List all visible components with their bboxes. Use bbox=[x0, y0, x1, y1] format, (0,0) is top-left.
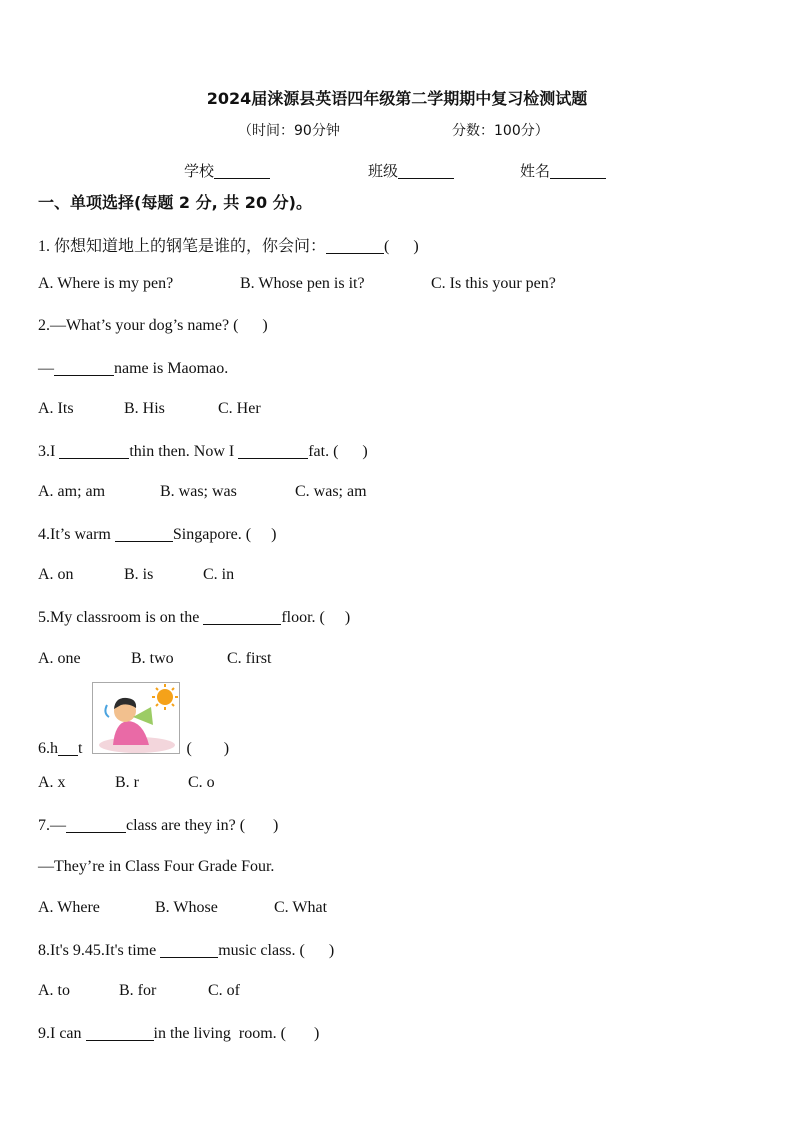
q5-option-b: B. two bbox=[131, 650, 174, 667]
q7-option-c: C. What bbox=[274, 899, 328, 916]
question-2: 2.—What’s your dog’s name? ( ) bbox=[38, 317, 268, 334]
q4-option-a: A. on bbox=[38, 566, 74, 583]
q3-option-a: A. am; am bbox=[38, 483, 106, 500]
question-6 bbox=[38, 739, 229, 758]
q5-option-c: C. first bbox=[227, 650, 272, 667]
q6-option-c: C. o bbox=[188, 774, 215, 791]
q1-options bbox=[38, 275, 556, 293]
q3-stem-a: 3.I bbox=[38, 443, 60, 460]
q7-options bbox=[38, 899, 327, 917]
q3-option-b: B. was; was bbox=[160, 483, 237, 500]
q7-option-b: B. Whose bbox=[155, 899, 218, 916]
q6-option-a: A. x bbox=[38, 774, 66, 791]
q3-stem-c: fat. ( ) bbox=[308, 443, 368, 460]
exam-time: （时间：90分钟 bbox=[238, 123, 340, 139]
question-9 bbox=[38, 1024, 319, 1043]
question-5 bbox=[38, 608, 350, 627]
q7-stem-a: 7.— bbox=[38, 817, 66, 834]
q3-option-c: C. was; am bbox=[295, 483, 367, 500]
q6-paren: ( ) bbox=[186, 740, 230, 757]
question-3 bbox=[38, 442, 368, 461]
q2-rest: name is Maomao. bbox=[114, 360, 229, 377]
q8-option-a: A. to bbox=[38, 982, 70, 999]
school-field bbox=[184, 160, 270, 181]
name-field bbox=[520, 160, 606, 181]
question-1 bbox=[38, 233, 419, 256]
q2-options bbox=[38, 400, 261, 418]
q1-option-a: A. Where is my pen? bbox=[38, 275, 174, 292]
q2-option-b: B. His bbox=[124, 400, 165, 417]
exam-score: 分数：100分） bbox=[452, 123, 549, 139]
q5-options bbox=[38, 650, 271, 668]
q7-stem-b: class are they in? ( ) bbox=[126, 817, 279, 834]
q2-option-a: A. Its bbox=[38, 400, 74, 417]
q4-option-b: B. is bbox=[124, 566, 154, 583]
question-4 bbox=[38, 525, 276, 544]
q4-option-c: C. in bbox=[203, 566, 235, 583]
class-field bbox=[368, 160, 454, 181]
q8-options bbox=[38, 982, 240, 1000]
question-8 bbox=[38, 941, 334, 960]
q5-option-a: A. one bbox=[38, 650, 81, 667]
name-label: 姓名 bbox=[520, 162, 551, 180]
q1-option-c: C. Is this your pen? bbox=[431, 275, 556, 292]
q8-option-c: C. of bbox=[208, 982, 240, 999]
q3-stem-b: thin then. Now I bbox=[129, 443, 239, 460]
q2-answer-line bbox=[38, 359, 228, 378]
q1-stem: 1. 你想知道地上的钢笔是谁的，你会问： bbox=[38, 238, 327, 255]
q6-stem-a: 6.h bbox=[38, 740, 58, 757]
q1-option-b: B. Whose pen is it? bbox=[240, 275, 365, 292]
class-label: 班级 bbox=[368, 162, 399, 180]
section-title: 一、单项选择(每题 2 分, 共 20 分)。 bbox=[38, 193, 312, 212]
q6-option-b: B. r bbox=[115, 774, 139, 791]
q8-stem-a: 8.It's 9.45.It's time bbox=[38, 942, 161, 959]
q4-stem-a: 4.It’s warm bbox=[38, 526, 115, 543]
exam-title: 2024届涞源县英语四年级第二学期期中复习检测试题 bbox=[206, 89, 588, 108]
q3-options bbox=[38, 483, 367, 501]
q6-stem-b: t bbox=[78, 740, 83, 757]
q7-answer-line: —They’re in Class Four Grade Four. bbox=[38, 858, 275, 875]
q2-option-c: C. Her bbox=[218, 400, 261, 417]
q5-stem-a: 5.My classroom is on the bbox=[38, 609, 204, 626]
q9-stem-a: 9.I can bbox=[38, 1025, 86, 1042]
q9-stem-b: in the living room. ( ) bbox=[153, 1025, 320, 1042]
q7-option-a: A. Where bbox=[38, 899, 100, 916]
q5-stem-b: floor. ( ) bbox=[281, 609, 351, 626]
q2-dash: — bbox=[38, 360, 54, 377]
question-7 bbox=[38, 816, 278, 835]
q8-stem-b: music class. ( ) bbox=[218, 942, 335, 959]
q8-option-b: B. for bbox=[119, 982, 157, 999]
q1-paren: ( ) bbox=[384, 238, 419, 255]
school-label: 学校 bbox=[184, 162, 215, 180]
q4-stem-b: Singapore. ( ) bbox=[172, 526, 277, 543]
q4-options bbox=[38, 566, 234, 584]
q6-options bbox=[38, 774, 215, 792]
